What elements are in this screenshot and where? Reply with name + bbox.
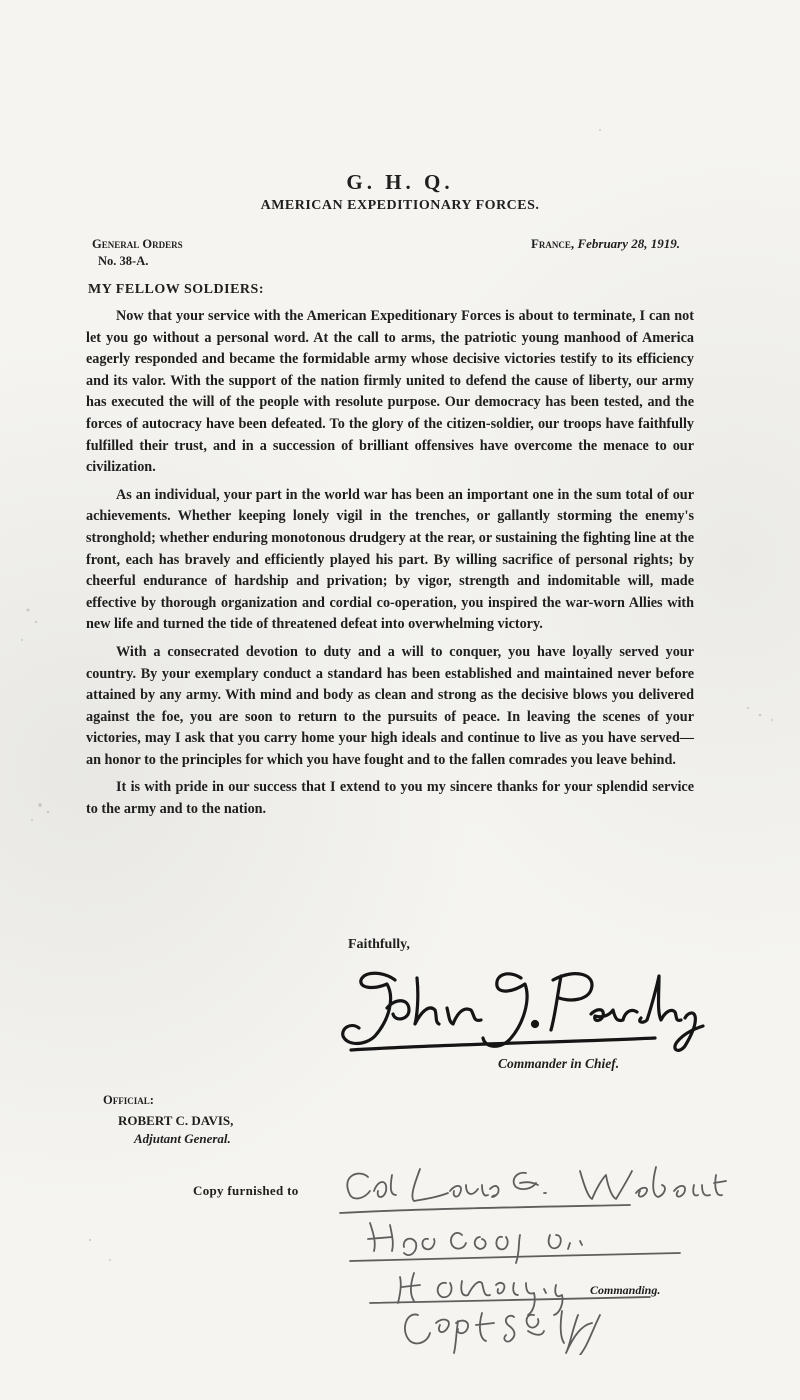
pershing-signature	[325, 958, 705, 1058]
handwritten-annotations	[330, 1155, 770, 1355]
paragraph-3: With a consecrated devotion to duty and a will to conquer, you have loyally served your country. By your exemplary conduct a standard has been established and maintained never before attained by any army. With mind and body as clean and strong as the decisive blows you delivered against the foe, you are soon to return to the pursuits of peace. In leaving the scenes of your victories, may I ask that you carry home your high ideals and continue to live as you have served—an honor to the principles for which you have fought and to the fallen comrades you leave behind.	[86, 643, 694, 768]
copy-furnished-label: Copy furnished to	[193, 1183, 299, 1198]
general-orders-number: No. 38-A.	[98, 254, 149, 268]
header-subtitle: AMERICAN EXPEDITIONARY FORCES.	[260, 198, 540, 213]
official-label: Official:	[103, 1093, 154, 1107]
paragraph-1: Now that your service with the American Expeditionary Forces is about to terminate, I can not let you go without a personal word. At the call to arms, the patriotic young manhood of America eagerly responded and became the formidable army whose decisive victories testify to its efficiency and its valor. With the support of the nation firmly united to defend the cause of liberty, our army has executed the will of the people with resolute purpose. Our democracy has been tested, and the forces of autocracy have been defeated. To the glory of the citizen-soldier, our troops have faithfully fulfilled their trust, and in a succession of brilliant offensives have overcome the menace to our civilization.	[86, 308, 694, 476]
salutation: MY FELLOW SOLDIERS:	[88, 282, 264, 297]
dateline	[531, 236, 680, 252]
general-orders-block	[92, 236, 183, 270]
commanding-label: Commanding.	[590, 1283, 661, 1297]
closing: Faithfully,	[348, 937, 410, 952]
official-title: Adjutant General.	[134, 1131, 231, 1146]
dateline-date: February 28, 1919.	[577, 236, 680, 251]
letter-body	[86, 306, 694, 827]
paragraph-4: It is with pride in our success that I extend to you my sincere thanks for your splendid service to the army and to the nation.	[86, 779, 694, 818]
paragraph-2: As an individual, your part in the world war has been an important one in the sum total of our achievements. Whether keeping lonely vigil in the trenches, or gallantly storming the enemy's stronghold; whether enduring monotonous drudgery at the rear, or sustaining the fighting line at the front, each has bravely and efficiently played his part. By willing sacrifice of personal rights; by cheerful endurance of hardship and privation; by vigor, strength and indomitable will, made effective by thorough organization and cordial co-operation, you inspired the war-worn Allies with new life and turned the tide of threatened defeat into overwhelming victory.	[86, 486, 694, 633]
signature-title: Commander in Chief.	[498, 1056, 620, 1071]
official-name: ROBERT C. DAVIS,	[118, 1113, 234, 1128]
dateline-place: France,	[530, 236, 575, 251]
general-orders-label: General Orders	[92, 237, 183, 251]
header-title: G. H. Q.	[346, 170, 454, 194]
